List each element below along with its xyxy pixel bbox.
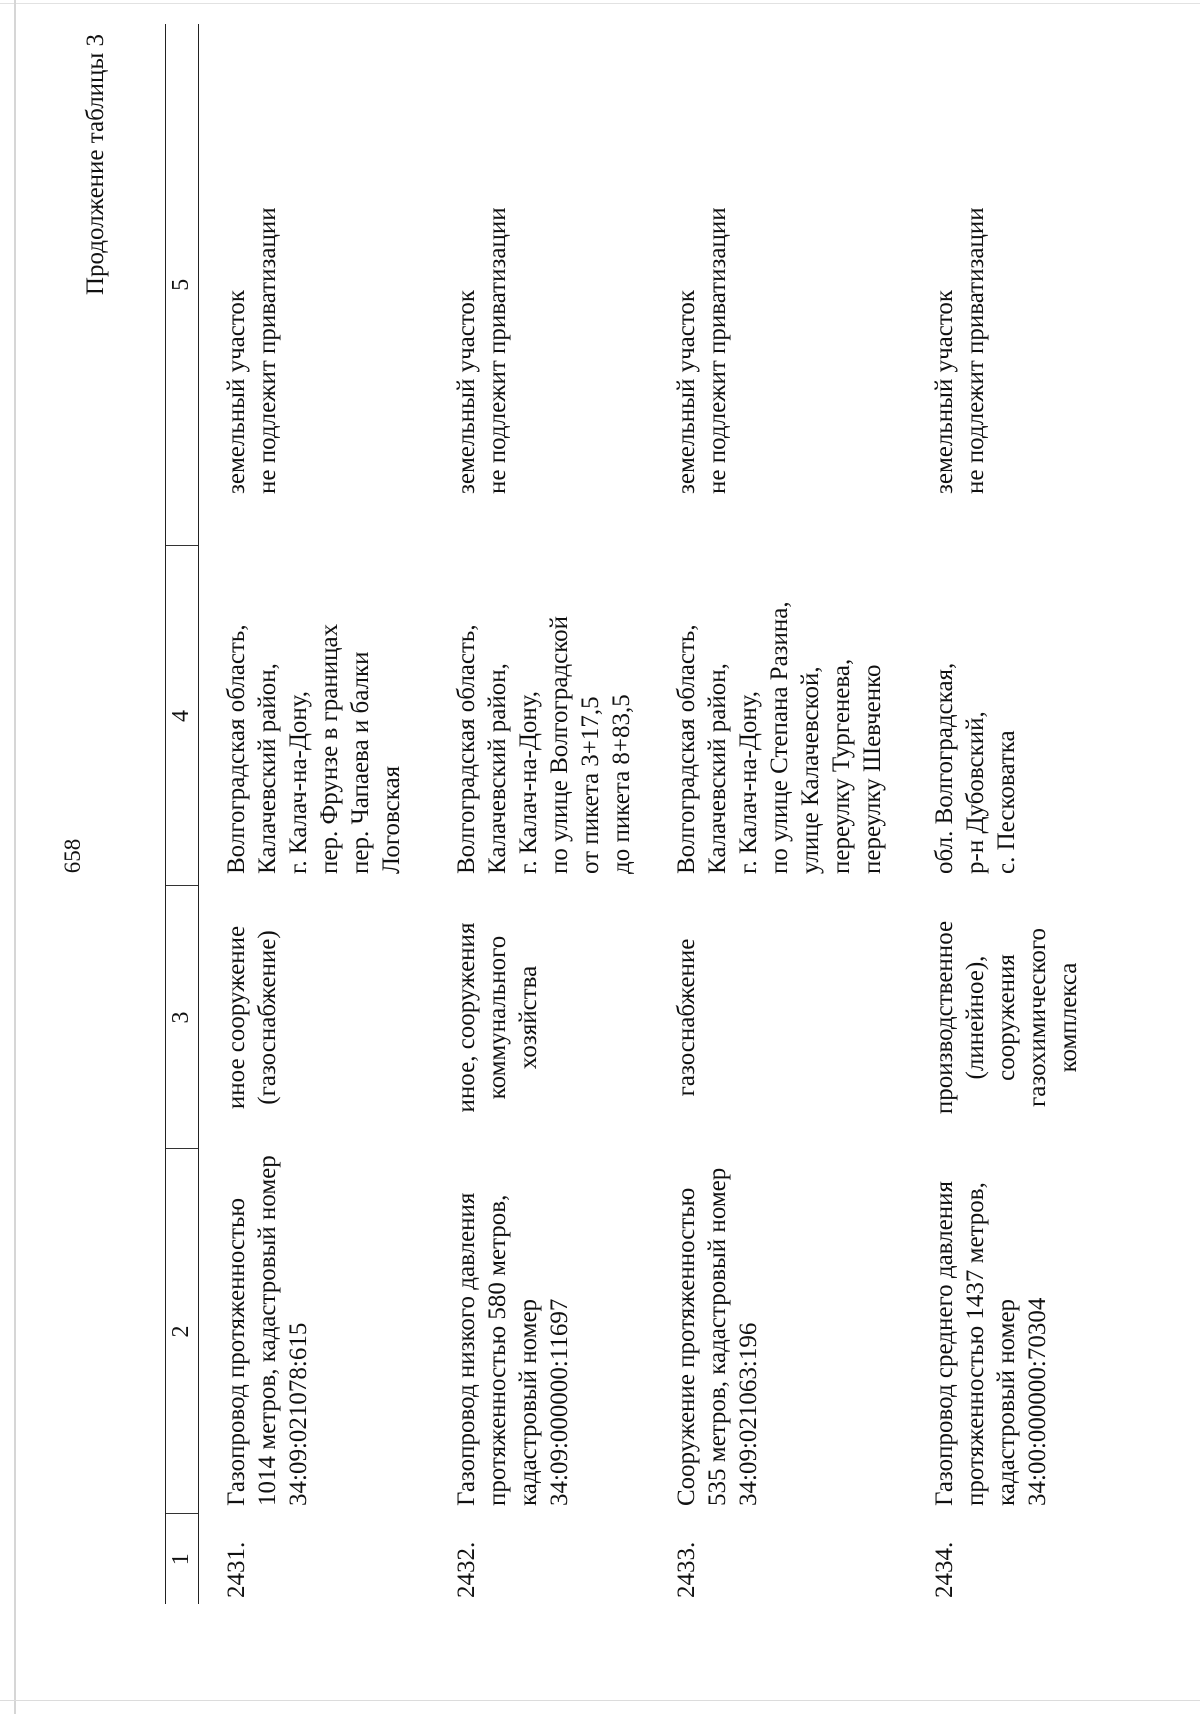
object-kind-cell — [907, 886, 1109, 1149]
note-line: земельный участок — [453, 289, 480, 494]
address-line: переулку Шевченко — [859, 664, 886, 874]
address-line: г. Калач-на-Дону, — [735, 690, 762, 874]
object-kind-line: иное сооружение — [223, 925, 250, 1110]
note-cell — [429, 24, 649, 546]
address-line: от пикета 3+17,5 — [577, 696, 604, 874]
table-row — [907, 24, 1109, 1604]
address-line: Калачевский район, — [704, 663, 731, 874]
object-kind-line: коммунального — [484, 935, 511, 1100]
object-name-line: протяженностью 580 метров, — [484, 1194, 511, 1506]
address-line: г. Калач-на-Дону, — [515, 690, 542, 874]
address-line: с. Песковатка — [993, 730, 1020, 874]
address-line: Волгоградская область, — [673, 624, 700, 874]
object-name-line: протяженностью 1437 метров, — [962, 1182, 989, 1506]
table-caption: Продолжение таблицы 3 — [82, 34, 109, 296]
property-table — [165, 24, 1109, 1604]
row-number: 2432. — [453, 1541, 480, 1598]
note-cell — [199, 24, 430, 546]
object-name-line: Газопровод среднего давления — [931, 1181, 958, 1506]
object-name-line: Газопровод низкого давления — [453, 1192, 480, 1506]
column-header-2: 2 — [166, 1149, 199, 1514]
address-line: до пикета 8+83,5 — [608, 694, 635, 874]
object-kind-line: хозяйства — [515, 965, 542, 1070]
address-line: Калачевский район, — [254, 663, 281, 874]
table-row — [199, 24, 430, 1604]
column-header-4: 4 — [166, 546, 199, 886]
table-row — [429, 24, 649, 1604]
address-line: пер. Чапаева и балки — [347, 651, 374, 874]
address-line: пер. Фрунзе в границах — [316, 623, 343, 874]
object-kind-line: газохимического — [1024, 928, 1051, 1107]
address-line: Логовская — [378, 765, 405, 874]
note-line: земельный участок — [673, 289, 700, 494]
page-number: 658 — [60, 838, 85, 874]
object-name-line: 34:09:021063:196 — [735, 1322, 762, 1506]
object-name-line: 34:09:021078:615 — [285, 1322, 312, 1506]
note-cell — [907, 24, 1109, 546]
address-cell — [429, 546, 649, 886]
address-cell — [907, 546, 1109, 886]
object-name-cell — [199, 1149, 430, 1514]
address-line: Калачевский район, — [484, 663, 511, 874]
object-name-line: 34:00:000000:70304 — [1024, 1297, 1051, 1506]
object-kind-cell — [199, 886, 430, 1149]
object-kind-line: (линейное), — [962, 955, 989, 1080]
table-header-row — [166, 24, 199, 1604]
object-kind-cell — [649, 886, 907, 1149]
object-kind-line: иное, сооружения — [453, 922, 480, 1113]
column-header-1: 1 — [166, 1514, 199, 1604]
row-number: 2433. — [673, 1541, 700, 1598]
object-name-line: 34:09:000000:11697 — [546, 1298, 573, 1506]
object-kind-cell — [429, 886, 649, 1149]
object-name-line: кадастровый номер — [993, 1298, 1020, 1506]
note-line: земельный участок — [931, 289, 958, 494]
column-header-5: 5 — [166, 24, 199, 546]
object-name-cell — [429, 1149, 649, 1514]
address-line: обл. Волгоградская, — [931, 662, 958, 874]
address-line: по улице Степана Разина, — [766, 601, 793, 874]
object-kind-line: (газоснабжение) — [254, 930, 281, 1105]
object-name-line: кадастровый номер — [515, 1298, 542, 1506]
row-number: 2434. — [931, 1541, 958, 1598]
address-line: р-н Дубовский, — [962, 711, 989, 874]
object-name-line: 535 метров, кадастровый номер — [704, 1167, 731, 1506]
object-name-cell — [649, 1149, 907, 1514]
object-kind-line: производственное — [931, 920, 958, 1115]
note-line: не подлежит приватизации — [962, 207, 989, 494]
object-kind-line: комплекса — [1055, 962, 1082, 1073]
table-row — [649, 24, 907, 1604]
object-name-line: 1014 метров, кадастровый номер — [254, 1155, 281, 1506]
address-line: улице Калачевской, — [797, 666, 824, 874]
address-cell — [649, 546, 907, 886]
note-line: не подлежит приватизации — [484, 207, 511, 494]
note-line: земельный участок — [223, 289, 250, 494]
object-name-cell — [907, 1149, 1109, 1514]
address-line: по улице Волгоградской — [546, 616, 573, 874]
object-name-line: Газопровод протяженностью — [223, 1197, 250, 1506]
object-name-line: Сооружение протяженностью — [673, 1187, 700, 1506]
address-line: Волгоградская область, — [223, 624, 250, 874]
column-header-3: 3 — [166, 886, 199, 1149]
row-number: 2431. — [223, 1541, 250, 1598]
note-line: не подлежит приватизации — [704, 207, 731, 494]
note-line: не подлежит приватизации — [254, 207, 281, 494]
note-cell — [649, 24, 907, 546]
address-line: г. Калач-на-Дону, — [285, 690, 312, 874]
object-kind-line: сооружения — [993, 954, 1020, 1081]
address-cell — [199, 546, 430, 886]
object-kind-line: газоснабжение — [673, 938, 700, 1097]
address-line: переулку Тургенева, — [828, 658, 855, 874]
address-line: Волгоградская область, — [453, 624, 480, 874]
